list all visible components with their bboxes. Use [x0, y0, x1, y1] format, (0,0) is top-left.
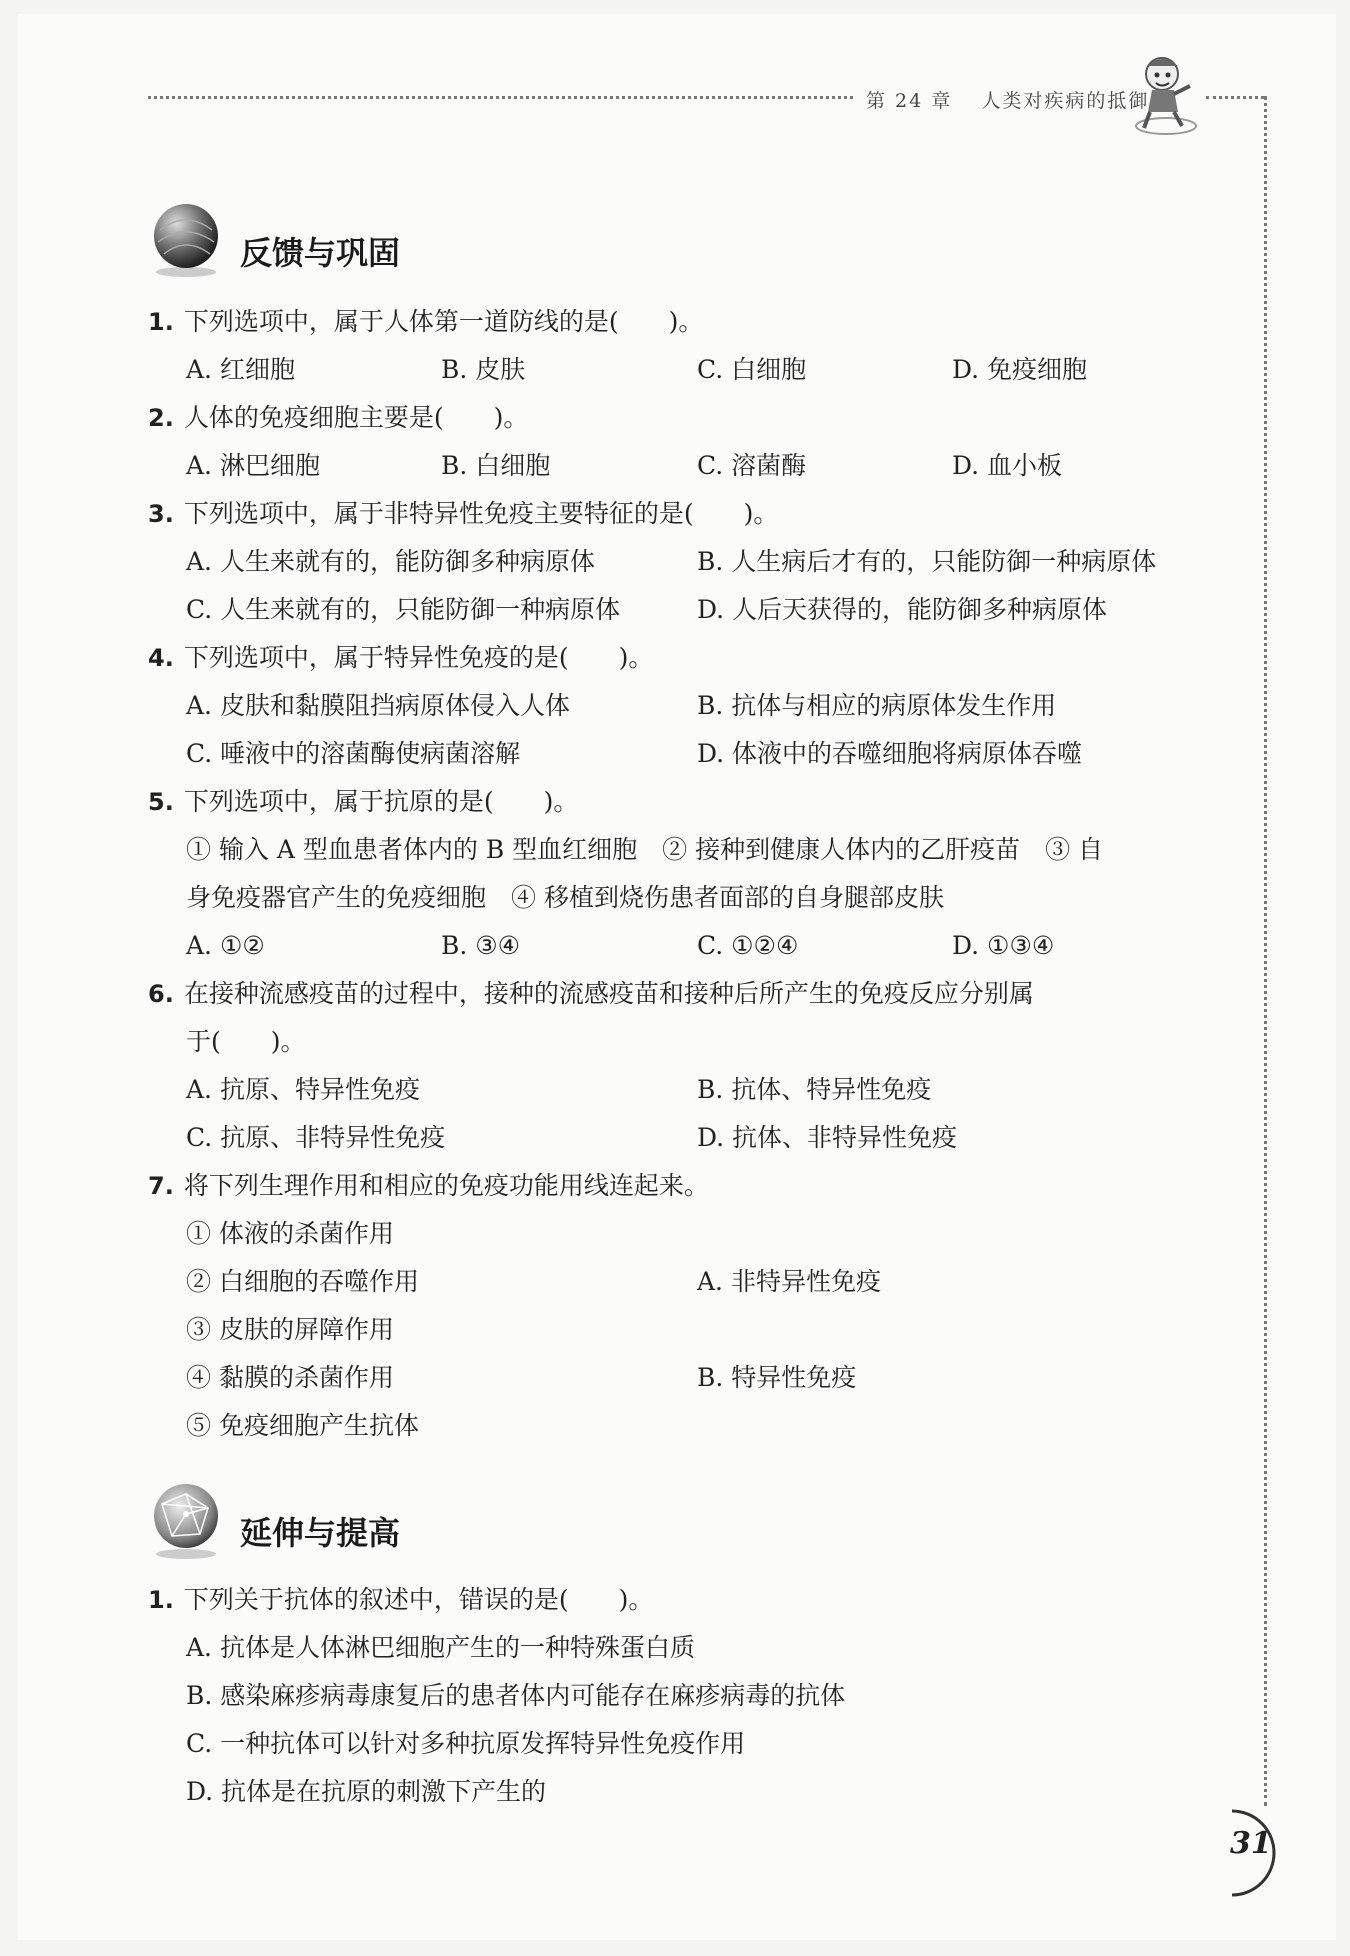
- option-c: C. 人生来就有的，只能防御一种病原体: [186, 595, 621, 624]
- matching-item: ③ 皮肤的屏障作用: [186, 1315, 394, 1344]
- option-d: D. ①③④: [952, 931, 1055, 960]
- option-a: A. 抗体是人体淋巴细胞产生的一种特殊蛋白质: [186, 1633, 695, 1662]
- option-d: D. 体液中的吞噬细胞将病原体吞噬: [697, 739, 1083, 768]
- option-d: D. 人后天获得的，能防御多种病原体: [697, 595, 1108, 624]
- option-b: B. 抗体与相应的病原体发生作用: [697, 691, 1057, 720]
- option-a: A. 皮肤和黏膜阻挡病原体侵入人体: [186, 691, 570, 720]
- option-d: D. 血小板: [952, 451, 1063, 480]
- question-4: 4. 下列选项中，属于特异性免疫的是( )。: [148, 643, 654, 672]
- option-a: A. 淋巴细胞: [186, 451, 320, 480]
- matching-target: B. 特异性免疫: [697, 1363, 857, 1392]
- header-dotted-rule: [148, 96, 853, 99]
- question-5: 5. 下列选项中，属于抗原的是( )。: [148, 787, 579, 816]
- section-title-feedback: 反馈与巩固: [240, 234, 401, 272]
- option-a: A. 抗原、特异性免疫: [186, 1075, 420, 1104]
- matching-item: ⑤ 免疫细胞产生抗体: [186, 1411, 419, 1440]
- page-number: 31: [1230, 1826, 1272, 1861]
- option-b: B. 人生病后才有的，只能防御一种病原体: [697, 547, 1157, 576]
- question-6: 6. 在接种流感疫苗的过程中，接种的流感疫苗和接种后所产生的免疫反应分别属: [148, 979, 1034, 1008]
- option-b: B. 感染麻疹病毒康复后的患者体内可能存在麻疹病毒的抗体: [186, 1681, 846, 1710]
- option-d: D. 免疫细胞: [952, 355, 1088, 384]
- option-b: B. 皮肤: [441, 355, 526, 384]
- matching-item: ② 白细胞的吞噬作用: [186, 1267, 419, 1296]
- side-dotted-rule: [1264, 96, 1267, 1806]
- option-b: B. 白细胞: [441, 451, 551, 480]
- header-dotted-rule-right: [1206, 96, 1264, 99]
- option-d: D. 抗体、非特异性免疫: [697, 1123, 958, 1152]
- option-c: C. 抗原、非特异性免疫: [186, 1123, 446, 1152]
- section-title-extension: 延伸与提高: [240, 1514, 401, 1552]
- network-sphere-icon: [150, 1480, 222, 1562]
- sphere-icon: [150, 200, 222, 280]
- question-1: 1. 下列选项中，属于人体第一道防线的是( )。: [148, 307, 704, 336]
- question-5-items-line-2: 身免疫器官产生的免疫细胞 ④ 移植到烧伤患者面部的自身腿部皮肤: [186, 883, 944, 912]
- matching-item: ① 体液的杀菌作用: [186, 1219, 394, 1248]
- question-3: 3. 下列选项中，属于非特异性免疫主要特征的是( )。: [148, 499, 779, 528]
- option-c: C. ①②④: [697, 931, 799, 960]
- mascot-icon: [1126, 50, 1206, 140]
- option-c: C. 白细胞: [697, 355, 807, 384]
- extension-question-1: 1. 下列关于抗体的叙述中，错误的是( )。: [148, 1585, 654, 1614]
- option-a: A. ①②: [186, 931, 265, 960]
- option-b: B. 抗体、特异性免疫: [697, 1075, 932, 1104]
- chapter-header: [866, 86, 1149, 113]
- option-c: C. 溶菌酶: [697, 451, 807, 480]
- question-5-items-line-1: ① 输入 A 型血患者体内的 B 型血红细胞 ② 接种到健康人体内的乙肝疫苗 ③ 自: [186, 835, 1104, 864]
- option-c: C. 一种抗体可以针对多种抗原发挥特异性免疫作用: [186, 1729, 746, 1758]
- matching-target: A. 非特异性免疫: [697, 1267, 881, 1296]
- option-c: C. 唾液中的溶菌酶使病菌溶解: [186, 739, 521, 768]
- option-a: A. 人生来就有的，能防御多种病原体: [186, 547, 595, 576]
- matching-item: ④ 黏膜的杀菌作用: [186, 1363, 394, 1392]
- option-a: A. 红细胞: [186, 355, 295, 384]
- option-d: D. 抗体是在抗原的刺激下产生的: [186, 1777, 547, 1806]
- option-b: B. ③④: [441, 931, 521, 960]
- question-2: 2. 人体的免疫细胞主要是( )。: [148, 403, 529, 432]
- chapter-title: 人类对疾病的抵御: [981, 90, 1150, 112]
- question-7: 7. 将下列生理作用和相应的免疫功能用线连起来。: [148, 1171, 709, 1200]
- question-6-stem-continued: 于( )。: [186, 1027, 306, 1056]
- chapter-number: 第 24 章: [866, 90, 953, 112]
